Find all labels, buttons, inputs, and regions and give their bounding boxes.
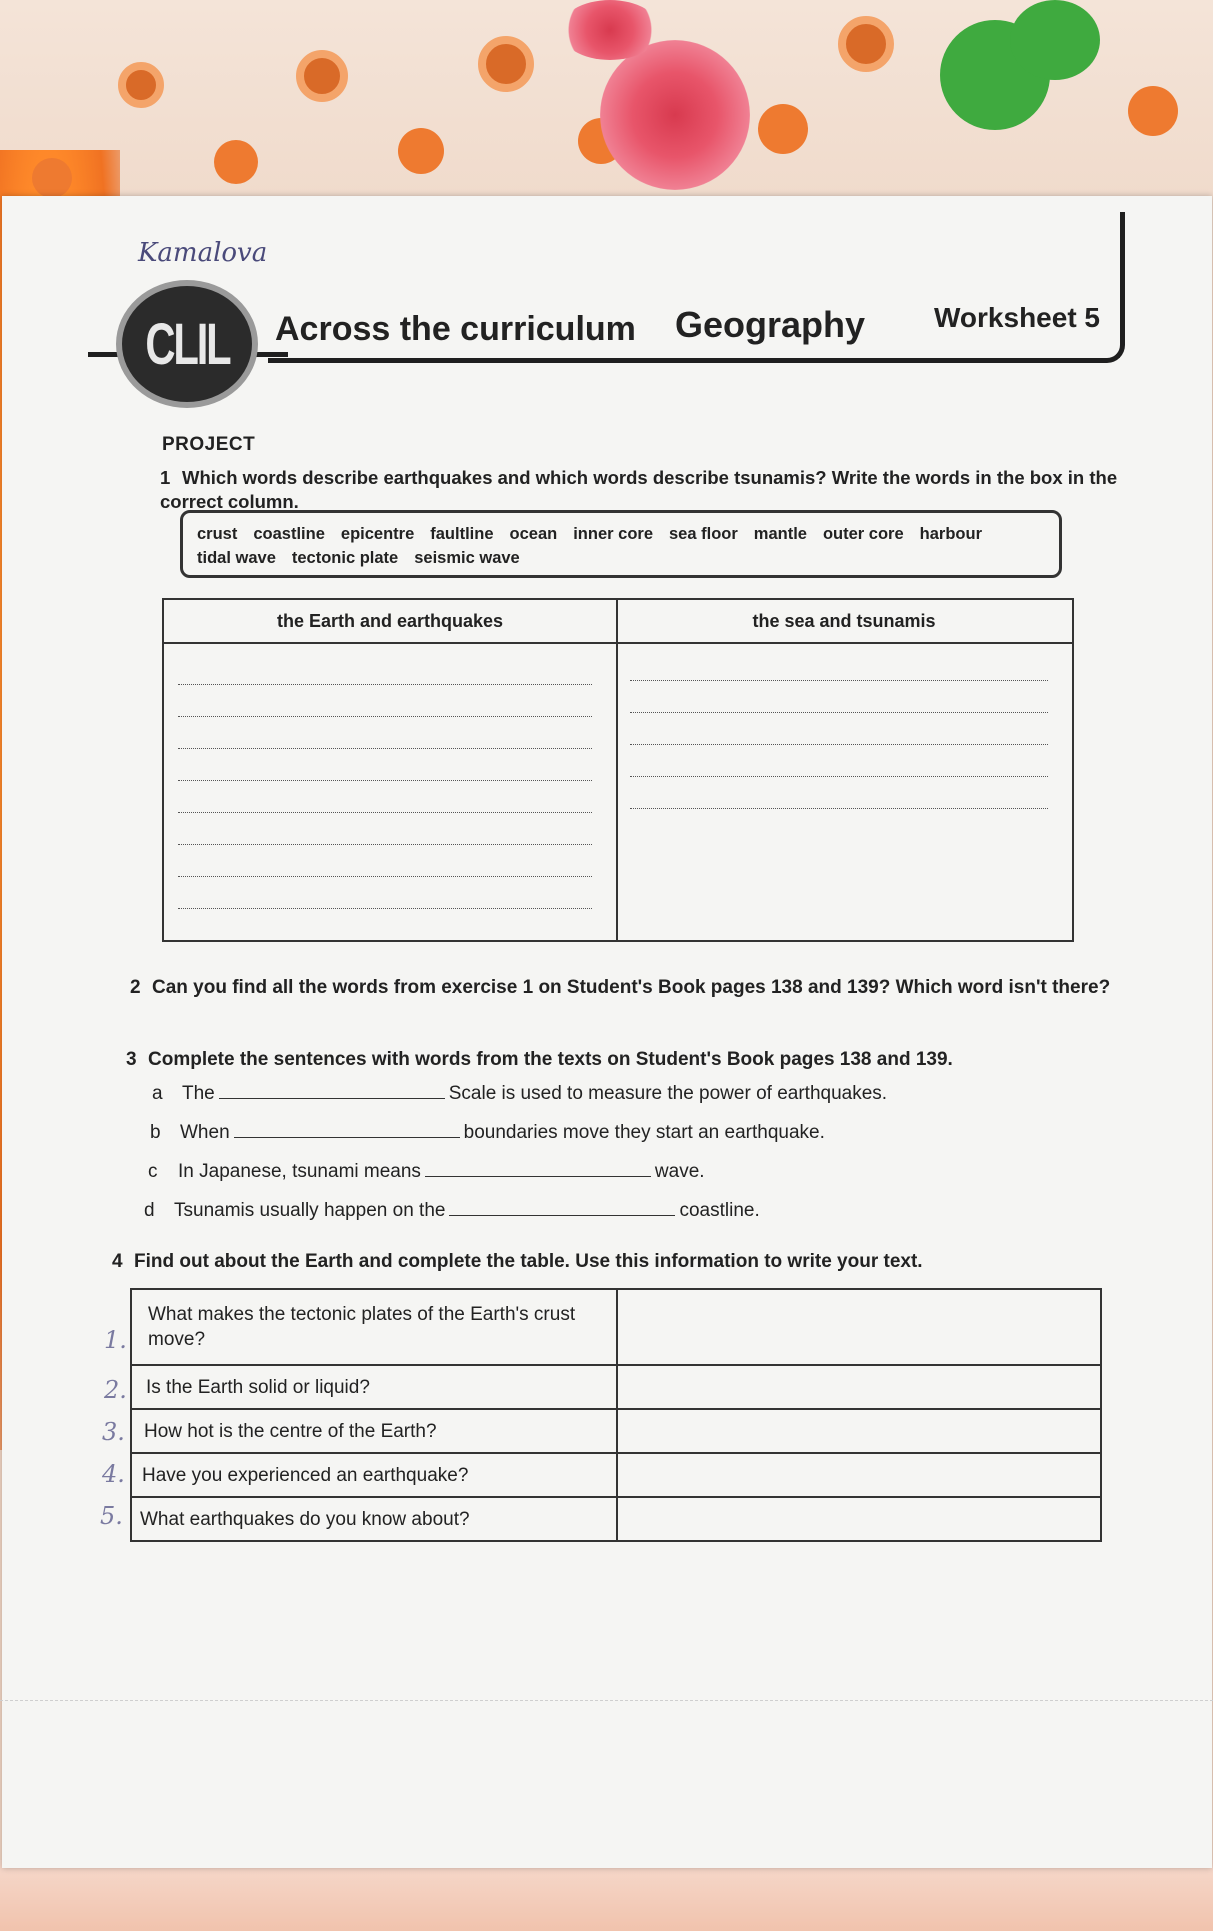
- answer-line[interactable]: [178, 748, 592, 749]
- header-subject: Geography: [675, 304, 866, 345]
- answer-line[interactable]: [178, 716, 592, 717]
- word-item: crust: [197, 525, 238, 543]
- table-row: [131, 1289, 1101, 1365]
- word-item: tectonic plate: [291, 549, 399, 567]
- word-item: coastline: [253, 525, 325, 543]
- word-item: mantle: [753, 525, 807, 543]
- paper-fold-line: [0, 1700, 1213, 1701]
- section-label: PROJECT: [162, 434, 256, 455]
- fill-blank[interactable]: [449, 1203, 675, 1216]
- fill-blank[interactable]: [234, 1125, 460, 1138]
- column-header-tsunamis: the sea and tsunamis: [616, 600, 1072, 644]
- exercise-1-instruction: 1 Which words describe earthquakes and which words describe tsunamis? Write the words in the box in the correct column.: [160, 467, 1118, 512]
- answer-line[interactable]: [630, 712, 1048, 713]
- word-item: ocean: [509, 525, 558, 543]
- word-item: seismic wave: [414, 549, 520, 567]
- answer-cell[interactable]: [617, 1497, 1101, 1541]
- answer-line[interactable]: [630, 808, 1048, 809]
- answer-line[interactable]: [178, 684, 592, 685]
- table-row: [131, 1409, 1101, 1453]
- word-item: tidal wave: [197, 549, 276, 567]
- exercise-2-instruction: 2 Can you find all the words from exercise 1 on Student's Book pages 138 and 139? Which word isn't there?: [130, 977, 1111, 998]
- answer-line[interactable]: [630, 680, 1048, 681]
- answer-cell[interactable]: [617, 1453, 1101, 1497]
- word-box: [180, 510, 1062, 578]
- handwritten-row-number: 3.: [102, 1418, 125, 1446]
- header-title: Across the curriculum: [275, 310, 636, 348]
- fill-blank[interactable]: [425, 1164, 651, 1177]
- word-item: harbour: [919, 525, 982, 543]
- word-item: sea floor: [669, 525, 738, 543]
- question-cell: Is the Earth solid or liquid?: [131, 1365, 617, 1409]
- table-row: [131, 1497, 1101, 1541]
- answer-cell[interactable]: [617, 1289, 1101, 1365]
- handwritten-row-number: 5.: [100, 1502, 123, 1530]
- sorting-table: [162, 598, 1074, 942]
- clil-logo: CLIL: [116, 280, 258, 408]
- answer-line[interactable]: [178, 876, 592, 877]
- word-item: outer core: [822, 525, 904, 543]
- word-item: inner core: [573, 525, 653, 543]
- earthquakes-column: [164, 600, 618, 940]
- sentence-c: c In Japanese, tsunami means wave.: [148, 1161, 705, 1182]
- earth-info-table: [130, 1288, 1102, 1542]
- handwritten-student-name: Kamalova: [138, 238, 268, 268]
- tsunamis-column: [616, 600, 1072, 940]
- sentence-a: a The Scale is used to measure the power of earthquakes.: [152, 1083, 888, 1104]
- exercise-3-instruction: 3 Complete the sentences with words from the texts on Student's Book pages 138 and 139.: [126, 1049, 953, 1070]
- answer-line[interactable]: [630, 744, 1048, 745]
- handwritten-row-number: 2.: [104, 1376, 127, 1404]
- question-cell: How hot is the centre of the Earth?: [131, 1409, 617, 1453]
- handwritten-row-number: 4.: [102, 1460, 125, 1488]
- answer-line[interactable]: [178, 908, 592, 909]
- answer-cell[interactable]: [617, 1409, 1101, 1453]
- answer-line[interactable]: [178, 780, 592, 781]
- answer-line[interactable]: [178, 812, 592, 813]
- answer-line[interactable]: [178, 844, 592, 845]
- table-row: [131, 1365, 1101, 1409]
- exercise-4-instruction: 4 Find out about the Earth and complete the table. Use this information to write your text.: [112, 1251, 923, 1272]
- column-header-earthquakes: the Earth and earthquakes: [164, 600, 616, 644]
- answer-line[interactable]: [630, 776, 1048, 777]
- word-item: epicentre: [340, 525, 415, 543]
- question-cell: What earthquakes do you know about?: [131, 1497, 617, 1541]
- answer-cell[interactable]: [617, 1365, 1101, 1409]
- sentence-d: d Tsunamis usually happen on the coastline.: [144, 1200, 760, 1221]
- question-cell: Have you experienced an earthquake?: [131, 1453, 617, 1497]
- word-item: faultline: [430, 525, 494, 543]
- handwritten-row-number: 1.: [104, 1326, 127, 1354]
- sentence-b: b When boundaries move they start an earthquake.: [150, 1122, 825, 1143]
- table-row: [131, 1453, 1101, 1497]
- fill-blank[interactable]: [219, 1086, 445, 1099]
- worksheet-number: Worksheet 5: [934, 302, 1100, 333]
- question-cell: What makes the tectonic plates of the Earth's crust move?: [131, 1289, 617, 1365]
